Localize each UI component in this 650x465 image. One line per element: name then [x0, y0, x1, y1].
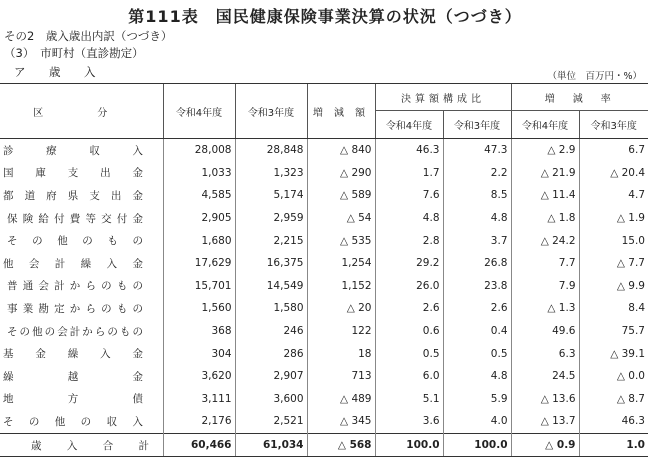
cell-r3: 61,034: [235, 433, 307, 457]
table-row: [0, 297, 648, 320]
cell-r4: 28,008: [163, 139, 235, 162]
cell-rate-r4: △ 24.2: [511, 229, 579, 252]
cell-diff: 1,254: [307, 252, 375, 275]
cell-r3: 2,959: [235, 207, 307, 230]
table-row: [0, 184, 648, 207]
table-row: [0, 207, 648, 230]
table-row: [0, 320, 648, 343]
page-title: 第111表 国民健康保険事業決算の状況（つづき）: [128, 7, 522, 26]
cell-rate-r4: 24.5: [511, 365, 579, 388]
cell-r3: 2,907: [235, 365, 307, 388]
cell-r4: 4,585: [163, 184, 235, 207]
cell-rate-r3: 6.7: [579, 139, 648, 162]
cell-diff: 1,152: [307, 275, 375, 298]
row-label: [0, 207, 163, 230]
cell-rate-r4: △ 13.7: [511, 410, 579, 433]
cell-rate-r3: △ 9.9: [579, 275, 648, 298]
cell-r3: 2,521: [235, 410, 307, 433]
cell-r3: 1,580: [235, 297, 307, 320]
cell-rate-r4: 7.7: [511, 252, 579, 275]
row-label-text: 都 道 府 県 支 出 金: [3, 189, 143, 202]
cell-diff: 18: [307, 342, 375, 365]
cell-r4: 15,701: [163, 275, 235, 298]
cell-r3: 1,323: [235, 162, 307, 185]
cell-ratio-r4: 26.0: [375, 275, 443, 298]
cell-diff: △ 345: [307, 410, 375, 433]
cell-ratio-r4: 46.3: [375, 139, 443, 162]
cell-ratio-r3: 3.7: [443, 229, 511, 252]
cell-ratio-r3: 4.8: [443, 207, 511, 230]
header-ratio-r4: 令和4年度: [375, 111, 443, 139]
cell-ratio-r4: 3.6: [375, 410, 443, 433]
table-row: [0, 252, 648, 275]
cell-diff: △ 20: [307, 297, 375, 320]
cell-rate-r4: △ 2.9: [511, 139, 579, 162]
row-label-text: 保 険 給 付 費 等 交 付 金: [7, 212, 143, 225]
row-label-text: 事 業 勘 定 か ら の も の: [7, 302, 143, 315]
cell-rate-r4: 6.3: [511, 342, 579, 365]
unit-note: （単位 百万円・%）: [547, 71, 642, 82]
cell-rate-r3: 15.0: [579, 229, 648, 252]
cell-diff: 122: [307, 320, 375, 343]
row-label-text: そ の 他 の 収 入: [3, 415, 143, 428]
cell-ratio-r4: 5.1: [375, 388, 443, 411]
table-row: [0, 275, 648, 298]
cell-ratio-r3: 0.4: [443, 320, 511, 343]
cell-rate-r3: 4.7: [579, 184, 648, 207]
row-label: [0, 342, 163, 365]
cell-r4: 2,905: [163, 207, 235, 230]
cell-ratio-r4: 1.7: [375, 162, 443, 185]
cell-ratio-r3: 5.9: [443, 388, 511, 411]
row-label: [0, 229, 163, 252]
header-rate-r4: 令和4年度: [511, 111, 579, 139]
table-row: [0, 365, 648, 388]
table-row: [0, 162, 648, 185]
cell-r4: 2,176: [163, 410, 235, 433]
cell-r3: 5,174: [235, 184, 307, 207]
row-label-text: 基 金 繰 入 金: [3, 348, 143, 361]
row-label-text: 他 会 計 繰 入 金: [3, 257, 143, 270]
cell-rate-r3: 75.7: [579, 320, 648, 343]
cell-rate-r4: △ 11.4: [511, 184, 579, 207]
cell-ratio-r3: 8.5: [443, 184, 511, 207]
cell-diff: △ 290: [307, 162, 375, 185]
cell-r3: 246: [235, 320, 307, 343]
table-row: [0, 342, 648, 365]
header-ratio-r3: 令和3年度: [443, 111, 511, 139]
header-rate: 増 減 率: [511, 84, 648, 111]
revenue-table: [0, 83, 648, 457]
cell-ratio-r4: 0.6: [375, 320, 443, 343]
row-label-text: そ の 他 の 会 計 か ら の も の: [7, 325, 143, 338]
cell-r4: 1,033: [163, 162, 235, 185]
cell-rate-r3: △ 7.7: [579, 252, 648, 275]
subsection-subtitle: （3） 市町村（直診勘定）: [4, 46, 144, 60]
cell-ratio-r3: 4.0: [443, 410, 511, 433]
row-label: [0, 320, 163, 343]
cell-r4: 17,629: [163, 252, 235, 275]
cell-rate-r3: 8.4: [579, 297, 648, 320]
row-label: [0, 139, 163, 162]
cell-r4: 304: [163, 342, 235, 365]
table-row: [0, 139, 648, 162]
row-label: [0, 297, 163, 320]
cell-r3: 14,549: [235, 275, 307, 298]
cell-rate-r3: △ 20.4: [579, 162, 648, 185]
table-row: [0, 388, 648, 411]
cell-r3: 16,375: [235, 252, 307, 275]
header-r3: 令和3年度: [235, 84, 307, 139]
cell-rate-r4: △ 1.8: [511, 207, 579, 230]
row-label-text: 普 通 会 計 か ら の も の: [7, 280, 143, 293]
header-rate-r3: 令和3年度: [579, 111, 648, 139]
row-label: [0, 275, 163, 298]
cell-rate-r3: △ 1.9: [579, 207, 648, 230]
cell-rate-r3: △ 8.7: [579, 388, 648, 411]
cell-diff: 713: [307, 365, 375, 388]
header-diff: 増 減 額: [307, 84, 375, 139]
cell-ratio-r4: 0.5: [375, 342, 443, 365]
cell-rate-r4: △ 1.3: [511, 297, 579, 320]
cell-rate-r4: 7.9: [511, 275, 579, 298]
cell-ratio-r4: 100.0: [375, 433, 443, 457]
cell-r4: 368: [163, 320, 235, 343]
total-row: [0, 433, 648, 457]
cell-rate-r4: 49.6: [511, 320, 579, 343]
table-body: [0, 139, 648, 457]
cell-r3: 3,600: [235, 388, 307, 411]
cell-r4: 60,466: [163, 433, 235, 457]
row-label-text: そ の 他 の も の: [7, 235, 143, 248]
cell-ratio-r4: 6.0: [375, 365, 443, 388]
cell-rate-r3: 46.3: [579, 410, 648, 433]
row-label: [0, 162, 163, 185]
row-label: [0, 365, 163, 388]
cell-rate-r3: 1.0: [579, 433, 648, 457]
cell-r3: 2,215: [235, 229, 307, 252]
cell-ratio-r4: 29.2: [375, 252, 443, 275]
cell-ratio-r3: 47.3: [443, 139, 511, 162]
cell-r4: 3,620: [163, 365, 235, 388]
table-row: [0, 229, 648, 252]
cell-ratio-r3: 100.0: [443, 433, 511, 457]
cell-ratio-r3: 4.8: [443, 365, 511, 388]
header-ratio: 決算額構成比: [375, 84, 511, 111]
row-label-text: 繰 越 金: [3, 370, 143, 383]
cell-ratio-r3: 23.8: [443, 275, 511, 298]
cell-rate-r3: △ 0.0: [579, 365, 648, 388]
header-category: 区 分: [0, 84, 163, 139]
row-label: [0, 410, 163, 433]
row-label-text: 地 方 債: [3, 393, 143, 406]
cell-diff: △ 535: [307, 229, 375, 252]
row-label: [0, 184, 163, 207]
row-label: [0, 252, 163, 275]
table-row: [0, 410, 648, 433]
cell-diff: △ 489: [307, 388, 375, 411]
cell-ratio-r4: 2.6: [375, 297, 443, 320]
cell-r4: 1,680: [163, 229, 235, 252]
cell-rate-r4: △ 21.9: [511, 162, 579, 185]
cell-rate-r4: △ 0.9: [511, 433, 579, 457]
cell-r3: 286: [235, 342, 307, 365]
cell-r4: 3,111: [163, 388, 235, 411]
cell-ratio-r4: 2.8: [375, 229, 443, 252]
cell-ratio-r3: 0.5: [443, 342, 511, 365]
section-subtitle: その2 歳入歳出内訳（つづき）: [4, 29, 173, 43]
header-r4: 令和4年度: [163, 84, 235, 139]
cell-diff: △ 589: [307, 184, 375, 207]
cell-diff: △ 54: [307, 207, 375, 230]
row-label-text: 診 療 収 入: [3, 144, 143, 157]
row-label-text: 歳 入 合 計: [31, 439, 149, 452]
cell-rate-r3: △ 39.1: [579, 342, 648, 365]
cell-ratio-r3: 2.2: [443, 162, 511, 185]
cell-r4: 1,560: [163, 297, 235, 320]
cell-ratio-r3: 2.6: [443, 297, 511, 320]
cell-ratio-r4: 7.6: [375, 184, 443, 207]
row-label: [0, 388, 163, 411]
cell-ratio-r4: 4.8: [375, 207, 443, 230]
cell-diff: △ 568: [307, 433, 375, 457]
table-caption: ア 歳 入: [14, 65, 102, 79]
row-label-text: 国 庫 支 出 金: [3, 167, 143, 180]
cell-rate-r4: △ 13.6: [511, 388, 579, 411]
cell-r3: 28,848: [235, 139, 307, 162]
cell-ratio-r3: 26.8: [443, 252, 511, 275]
row-label: [0, 433, 163, 457]
cell-diff: △ 840: [307, 139, 375, 162]
